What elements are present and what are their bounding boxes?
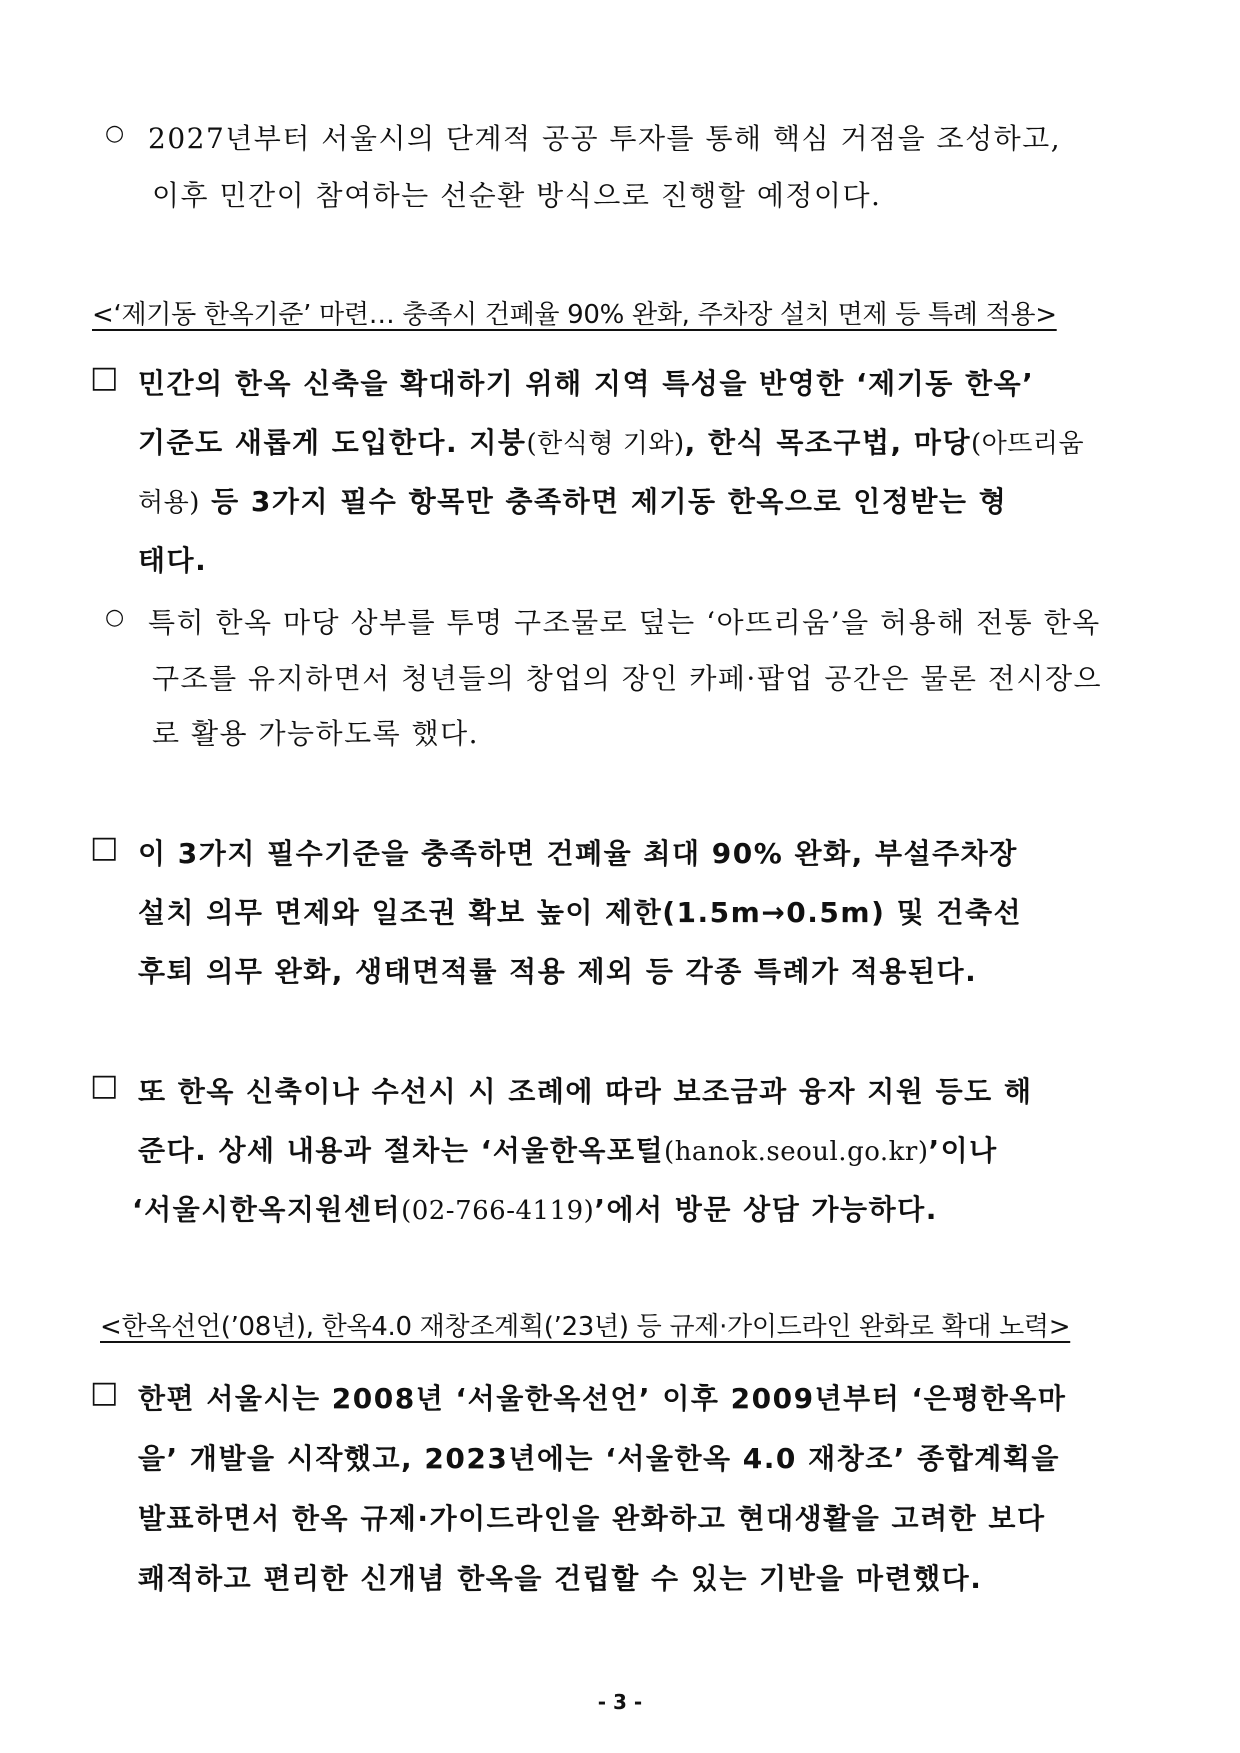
paragraph-1-line-2: 이후 민간이 참여하는 선순환 방식으로 진행할 예정이다. <box>152 179 882 212</box>
bullet-3-line-3a: ‘서울시한옥지원센터 <box>132 1193 402 1226</box>
bullet-1-line-2 <box>138 421 1084 461</box>
square-bullet: □ <box>90 360 119 395</box>
paragraph-2-line-2: 구조를 유지하면서 청년들의 창업의 장인 카페·팝업 공간은 물론 전시장으 <box>152 662 1103 695</box>
section-heading-2: <한옥선언(’08년), 한옥4.0 재창조계획(’23년) 등 규제·가이드라인 완화로 확대 노력> <box>100 1312 1071 1342</box>
page-number: - 3 - <box>597 1690 643 1714</box>
bullet-3-line-2b: (hanok.seoul.go.kr) <box>664 1137 929 1167</box>
bullet-3-line-1: 또 한옥 신축이나 수선시 시 조례에 따라 보조금과 융자 지원 등도 해 <box>138 1075 1033 1108</box>
bullet-3-line-2c: ’이나 <box>928 1134 998 1167</box>
bullet-2-line-2: 설치 의무 면제와 일조권 확보 높이 제한(1.5m→0.5m) 및 건축선 <box>138 896 1023 929</box>
section-heading-1: <‘제기동 한옥기준’ 마련… 충족시 건폐율 90% 완화, 주차장 설치 면제 등 특례 적용> <box>92 300 1057 330</box>
circle-bullet: ○ <box>105 121 125 146</box>
circle-bullet: ○ <box>105 605 125 630</box>
bullet-1-line-2a: 기준도 새롭게 도입한다. 지붕 <box>138 426 527 459</box>
bullet-2-line-1: 이 3가지 필수기준을 충족하면 건폐율 최대 90% 완화, 부설주차장 <box>138 837 1018 870</box>
bullet-1-line-2c: , 한식 목조구법, 마당 <box>684 426 972 459</box>
bullet-1-line-2d: (아뜨리움 <box>971 429 1085 459</box>
paragraph-2-line-3: 로 활용 가능하도록 했다. <box>152 717 480 750</box>
bullet-3-line-3b: (02-766-4119) <box>401 1196 595 1226</box>
bullet-1-line-4: 태다. <box>138 544 208 577</box>
paragraph-1-line-1: 2027년부터 서울시의 단계적 공공 투자를 통해 핵심 거점을 조성하고, <box>148 122 1062 155</box>
square-bullet: □ <box>90 830 119 865</box>
bullet-1-line-1: 민간의 한옥 신축을 확대하기 위해 지역 특성을 반영한 ‘제기동 한옥’ <box>138 367 1035 400</box>
bullet-4-line-2: 을’ 개발을 시작했고, 2023년에는 ‘서울한옥 4.0 재창조’ 종합계획을 <box>138 1442 1060 1475</box>
square-bullet: □ <box>90 1375 119 1410</box>
bullet-1-line-3b: 등 3가지 필수 항목만 충족하면 제기동 한옥으로 인정받는 형 <box>199 485 1008 518</box>
bullet-2-line-3: 후퇴 의무 완화, 생태면적률 적용 제외 등 각종 특례가 적용된다. <box>138 955 978 988</box>
bullet-1-line-2b: (한식형 기와) <box>526 429 685 459</box>
bullet-1-line-3a: 허용) <box>138 488 200 518</box>
bullet-3-line-3c: ’에서 방문 상담 가능하다. <box>594 1193 938 1226</box>
bullet-4-line-4: 쾌적하고 편리한 신개념 한옥을 건립할 수 있는 기반을 마련했다. <box>138 1562 983 1595</box>
bullet-3-line-3 <box>132 1188 938 1228</box>
bullet-4-line-1: 한편 서울시는 2008년 ‘서울한옥선언’ 이후 2009년부터 ‘은평한옥마 <box>138 1382 1067 1415</box>
paragraph-2-line-1: 특히 한옥 마당 상부를 투명 구조물로 덮는 ‘아뜨리움’을 허용해 전통 한옥 <box>148 606 1101 639</box>
bullet-4-line-3: 발표하면서 한옥 규제·가이드라인을 완화하고 현대생활을 고려한 보다 <box>138 1502 1046 1535</box>
bullet-3-line-2a: 준다. 상세 내용과 절차는 ‘서울한옥포털 <box>138 1134 665 1167</box>
square-bullet: □ <box>90 1068 119 1103</box>
bullet-3-line-2 <box>138 1129 998 1169</box>
bullet-1-line-3 <box>138 480 1007 520</box>
